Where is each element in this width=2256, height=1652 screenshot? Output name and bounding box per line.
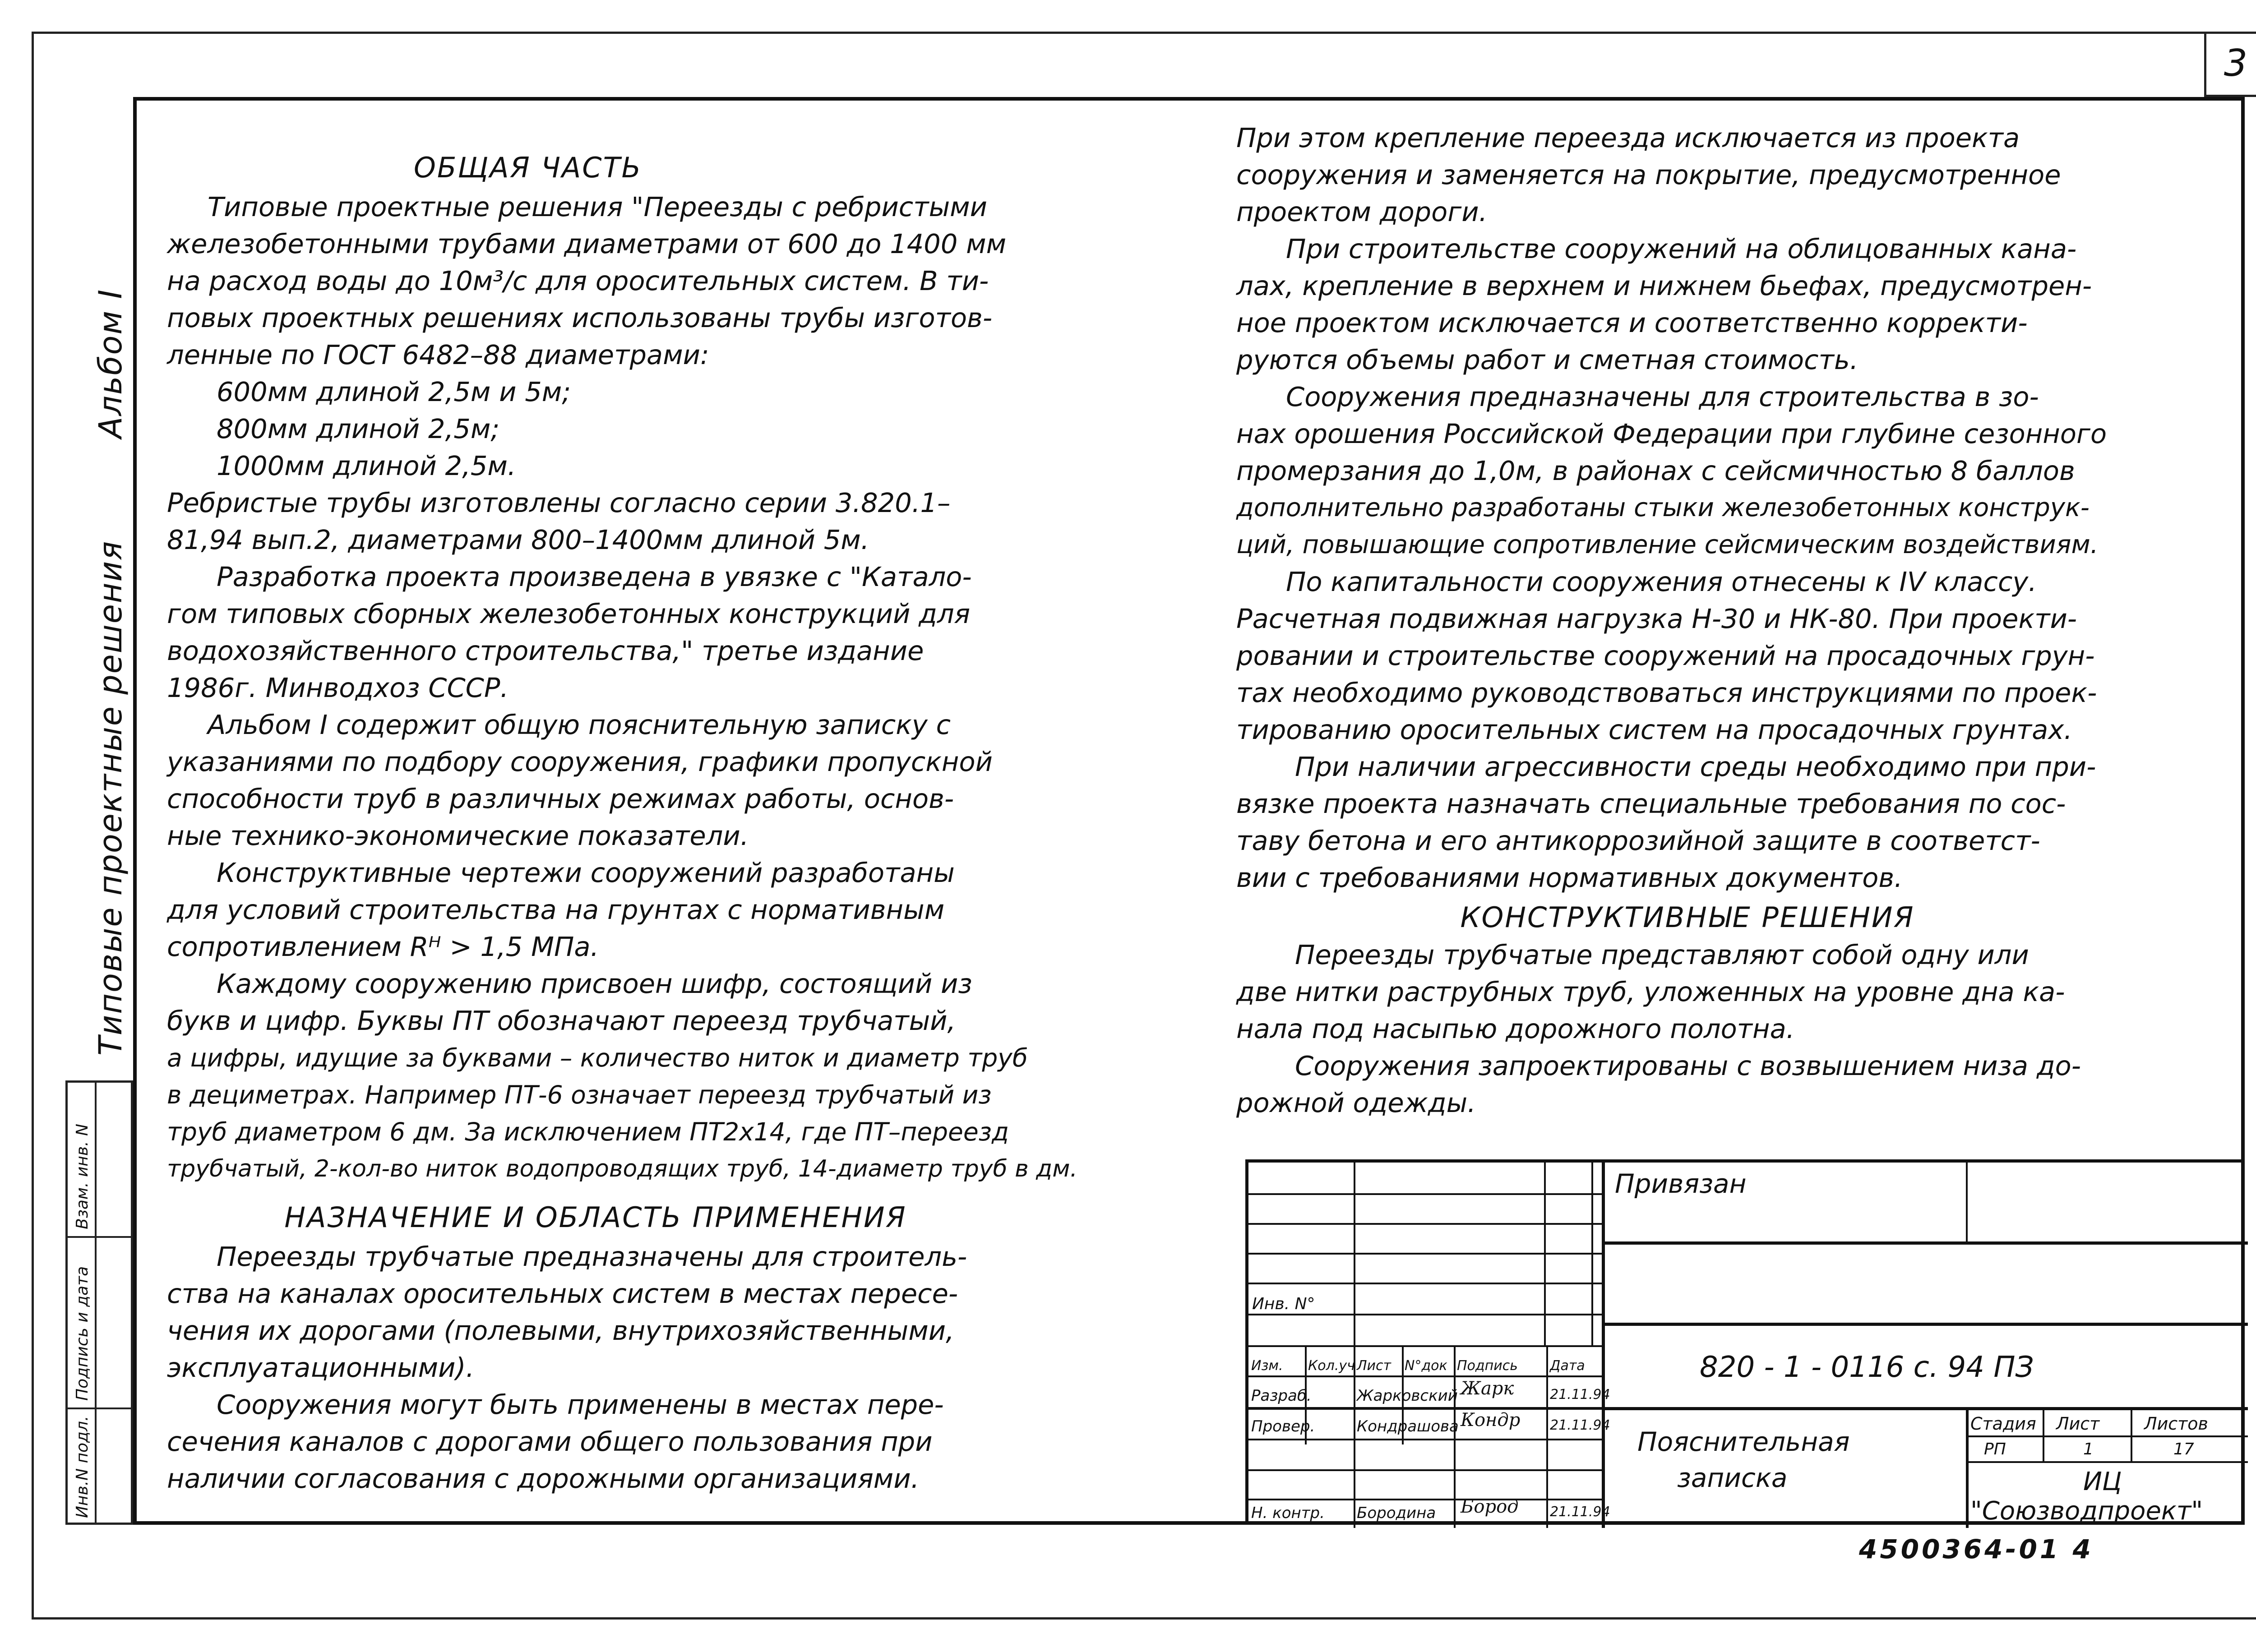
grid-line	[1248, 1345, 1602, 1347]
heading-design: КОНСТРУКТИВНЫЕ РЕШЕНИЯ	[1460, 901, 1915, 934]
text-line: ное проектом исключается и соответственно корректи-	[1236, 307, 2028, 338]
text-line: тах необходимо руководствоваться инструкциями по проек-	[1236, 677, 2097, 708]
side-title-album: Альбом I	[92, 289, 129, 438]
text-line: в дециметрах. Например ПТ-6 означает переезд трубчатый из	[167, 1080, 992, 1109]
text-line: нала под насыпью дорожного полотна.	[1236, 1013, 1795, 1044]
row-role: Н. контр.	[1251, 1504, 1325, 1522]
grid-line	[1248, 1253, 1602, 1255]
grid-line	[1248, 1193, 1602, 1195]
inv-no-label: Инв. N°	[1252, 1295, 1315, 1313]
row-name: Бородина	[1357, 1504, 1436, 1522]
text-line: тированию оросительных систем на просадочных грунтах.	[1236, 714, 2072, 745]
text-line: вязке проекта назначать специальные требования по сос-	[1236, 788, 2066, 819]
text-line: Альбом I содержит общую пояснительную записку с	[208, 709, 951, 740]
stamp-strip	[65, 1080, 133, 1525]
text-line: Переезды трубчатые предназначены для строитель-	[217, 1241, 967, 1272]
grid-line	[1546, 1345, 1548, 1528]
text-line: 600мм длиной 2,5м и 5м;	[217, 376, 571, 407]
stamp-inv-podl: Инв.N подл.	[73, 1416, 92, 1518]
stamp-vzam-inv: Взам. инв. N	[73, 1124, 92, 1229]
row-signature: Кондр	[1461, 1410, 1521, 1431]
text-line: чения их дорогами (полевыми, внутрихозяйственными,	[167, 1315, 954, 1346]
doc-name-line1: Пояснительная	[1637, 1426, 1850, 1457]
sheets-header: Листов	[2144, 1414, 2208, 1434]
text-line: промерзания до 1,0м, в районах с сейсмичностью 8 баллов	[1236, 455, 2075, 486]
text-line: ровании и строительстве сооружений на просадочных грун-	[1236, 640, 2095, 671]
stage-header: Стадия	[1970, 1414, 2036, 1434]
side-title-series: Типовые проектные решения	[92, 540, 129, 1056]
text-line: повых проектных решениях использованы трубы изготов-	[167, 302, 993, 333]
row-role: Провер.	[1251, 1417, 1315, 1435]
sheet-header: Лист	[2056, 1414, 2100, 1434]
grid-line	[1248, 1407, 1602, 1410]
text-line: При этом крепление переезда исключается из проекта	[1236, 122, 2020, 153]
text-line: трубчатый, 2-кол-во ниток водопроводящих труб, 14-диаметр труб в дм.	[167, 1155, 1077, 1182]
heading-purpose: НАЗНАЧЕНИЕ И ОБЛАСТЬ ПРИМЕНЕНИЯ	[284, 1201, 907, 1234]
text-line: Сооружения предназначены для строительства в зо-	[1286, 381, 2039, 412]
text-line: сопротивлением Rᴴ > 1,5 МПа.	[167, 931, 599, 962]
row-date: 21.11.94	[1550, 1504, 1610, 1520]
text-line: эксплуатационными).	[167, 1352, 475, 1383]
header-podpis: Подпись	[1457, 1358, 1518, 1374]
text-line: наличии согласования с дорожными организациями.	[167, 1463, 920, 1494]
grid-line	[1602, 1323, 2248, 1326]
page-number: 3	[2204, 32, 2256, 97]
grid-line	[1248, 1314, 1602, 1315]
text-line: две нитки раструбных труб, уложенных на уровне дна ка-	[1236, 976, 2065, 1007]
grid-line	[1454, 1345, 1456, 1528]
text-line: проектом дороги.	[1236, 196, 1488, 227]
text-line: При наличии агрессивности среды необходимо при при-	[1295, 751, 2096, 782]
left-column	[167, 151, 1196, 1497]
text-line: сооружения и заменяется на покрытие, предусмотренное	[1236, 159, 2061, 190]
right-text	[1236, 120, 2220, 896]
text-line: способности труб в различных режимах работы, основ-	[167, 783, 954, 814]
text-line: 800мм длиной 2,5м;	[217, 413, 500, 444]
text-line: Каждому сооружению присвоен шифр, состоящий из	[217, 968, 972, 999]
text-line: Расчетная подвижная нагрузка Н-30 и НК-80. При проекти-	[1236, 603, 2077, 634]
text-line: Разработка проекта произведена в увязке с "Катало-	[217, 561, 972, 592]
text-line: 1000мм длиной 2,5м.	[217, 450, 516, 481]
text-line: Конструктивные чертежи сооружений разработаны	[217, 857, 955, 888]
header-n-dok: N°док	[1405, 1358, 1447, 1374]
grid-line	[1966, 1407, 1969, 1528]
text-line: ные технико-экономические показатели.	[167, 820, 749, 851]
right-column	[1236, 120, 2220, 1121]
row-name: Кондрашова	[1357, 1417, 1459, 1435]
grid-line	[1966, 1461, 2248, 1463]
text-line: указаниями по подбору сооружения, графики пропускной	[167, 746, 993, 777]
text-line: При строительстве сооружений на облицованных кана-	[1286, 233, 2077, 264]
row-name: Жарковский	[1357, 1387, 1458, 1405]
org-line2: "Союзводпроект"	[1970, 1496, 2203, 1526]
text-line: нах орошения Российской Федерации при глубине сезонного	[1236, 418, 2107, 449]
stamp-divider	[95, 1083, 97, 1523]
grid-line	[1602, 1163, 1605, 1528]
general-text	[167, 189, 1196, 1187]
document-code: 820 - 1 - 0116 с. 94 ПЗ	[1700, 1351, 2034, 1384]
text-line: лах, крепление в верхнем и нижнем бьефах, предусмотрен-	[1236, 270, 2092, 301]
grid-line	[1248, 1499, 1602, 1500]
stage-value: РП	[1984, 1440, 2006, 1458]
grid-line	[1966, 1435, 2248, 1437]
sheet-value: 1	[2083, 1440, 2094, 1458]
text-line: букв и цифр. Буквы ПТ обозначают переезд трубчатый,	[167, 1005, 956, 1036]
grid-line	[1248, 1375, 1602, 1377]
text-line: ства на каналах оросительных систем в местах пересе-	[167, 1278, 958, 1309]
text-line: труб диаметром 6 дм. За исключением ПТ2х14, где ПТ–переезд	[167, 1117, 1009, 1146]
text-line: водохозяйственного строительства," третье издание	[167, 635, 924, 666]
title-block	[1245, 1159, 2245, 1525]
text-line: ций, повышающие сопротивление сейсмическим воздействиям.	[1236, 530, 2099, 559]
grid-line	[1602, 1241, 2248, 1245]
design-text	[1236, 937, 2220, 1121]
text-line: вии с требованиями нормативных документов.	[1236, 862, 1903, 893]
row-signature: Бород	[1461, 1496, 1519, 1517]
text-line: сечения каналов с дорогами общего пользования при	[167, 1426, 933, 1457]
text-line: Сооружения могут быть применены в местах пере-	[217, 1389, 944, 1420]
grid-line	[1248, 1223, 1602, 1225]
privyazan-label: Привязан	[1615, 1168, 1747, 1199]
text-line: 1986г. Минводхоз СССР.	[167, 672, 509, 703]
grid-line	[2043, 1407, 2044, 1462]
text-line: 81,94 вып.2, диаметрами 800–1400мм длиной 5м.	[167, 524, 869, 555]
archive-number: 4500364-01 4	[1859, 1534, 2094, 1564]
text-line: Переезды трубчатые представляют собой одну или	[1295, 939, 2029, 970]
text-line: таву бетона и его антикоррозийной защите в соответст-	[1236, 825, 2040, 856]
grid-line	[1966, 1163, 1968, 1241]
grid-line	[1602, 1407, 2248, 1410]
heading-general: ОБЩАЯ ЧАСТЬ	[414, 151, 642, 184]
text-line: а цифры, идущие за буквами – количество ниток и диаметр труб	[167, 1043, 1028, 1072]
stamp-divider	[68, 1236, 131, 1238]
stamp-signature-date: Подпись и дата	[73, 1266, 92, 1401]
doc-name-line2: записка	[1677, 1463, 1788, 1493]
purpose-text	[167, 1238, 1196, 1497]
text-line: для условий строительства на грунтах с нормативным	[167, 894, 945, 925]
text-line: дополнительно разработаны стыки железобетонных конструк-	[1236, 493, 2090, 522]
org-line1: ИЦ	[2083, 1467, 2122, 1496]
text-line: Ребристые трубы изготовлены согласно серии 3.820.1–	[167, 487, 951, 518]
header-list: Лист	[1357, 1358, 1392, 1374]
header-izm: Изм.	[1251, 1358, 1283, 1374]
grid-line	[1248, 1439, 1602, 1440]
text-line: железобетонными трубами диаметрами от 600 до 1400 мм	[167, 228, 1007, 259]
text-line: руются объемы работ и сметная стоимость.	[1236, 344, 1858, 375]
grid-line	[2131, 1407, 2132, 1462]
row-date: 21.11.94	[1550, 1417, 1610, 1433]
header-kol-uch: Кол.уч	[1308, 1358, 1355, 1374]
stamp-divider	[68, 1407, 131, 1409]
grid-line	[1248, 1469, 1602, 1471]
grid-line	[1248, 1283, 1602, 1284]
row-role: Разраб.	[1251, 1387, 1312, 1405]
text-line: Типовые проектные решения "Переезды с ребристыми	[208, 191, 988, 222]
side-title	[86, 289, 135, 1056]
row-date: 21.11.94	[1550, 1387, 1610, 1403]
header-data: Дата	[1550, 1358, 1585, 1374]
text-line: Сооружения запроектированы с возвышением низа до-	[1295, 1050, 2081, 1081]
text-line: ленные по ГОСТ 6482–88 диаметрами:	[167, 339, 709, 370]
sheets-value: 17	[2173, 1440, 2194, 1458]
text-line: гом типовых сборных железобетонных конструкций для	[167, 598, 971, 629]
text-line: рожной одежды.	[1236, 1087, 1476, 1118]
row-signature: Жарк	[1461, 1378, 1514, 1399]
text-line: на расход воды до 10м³/с для оросительных систем. В ти-	[167, 265, 989, 296]
text-line: По капитальности сооружения отнесены к IV классу.	[1286, 566, 2037, 597]
